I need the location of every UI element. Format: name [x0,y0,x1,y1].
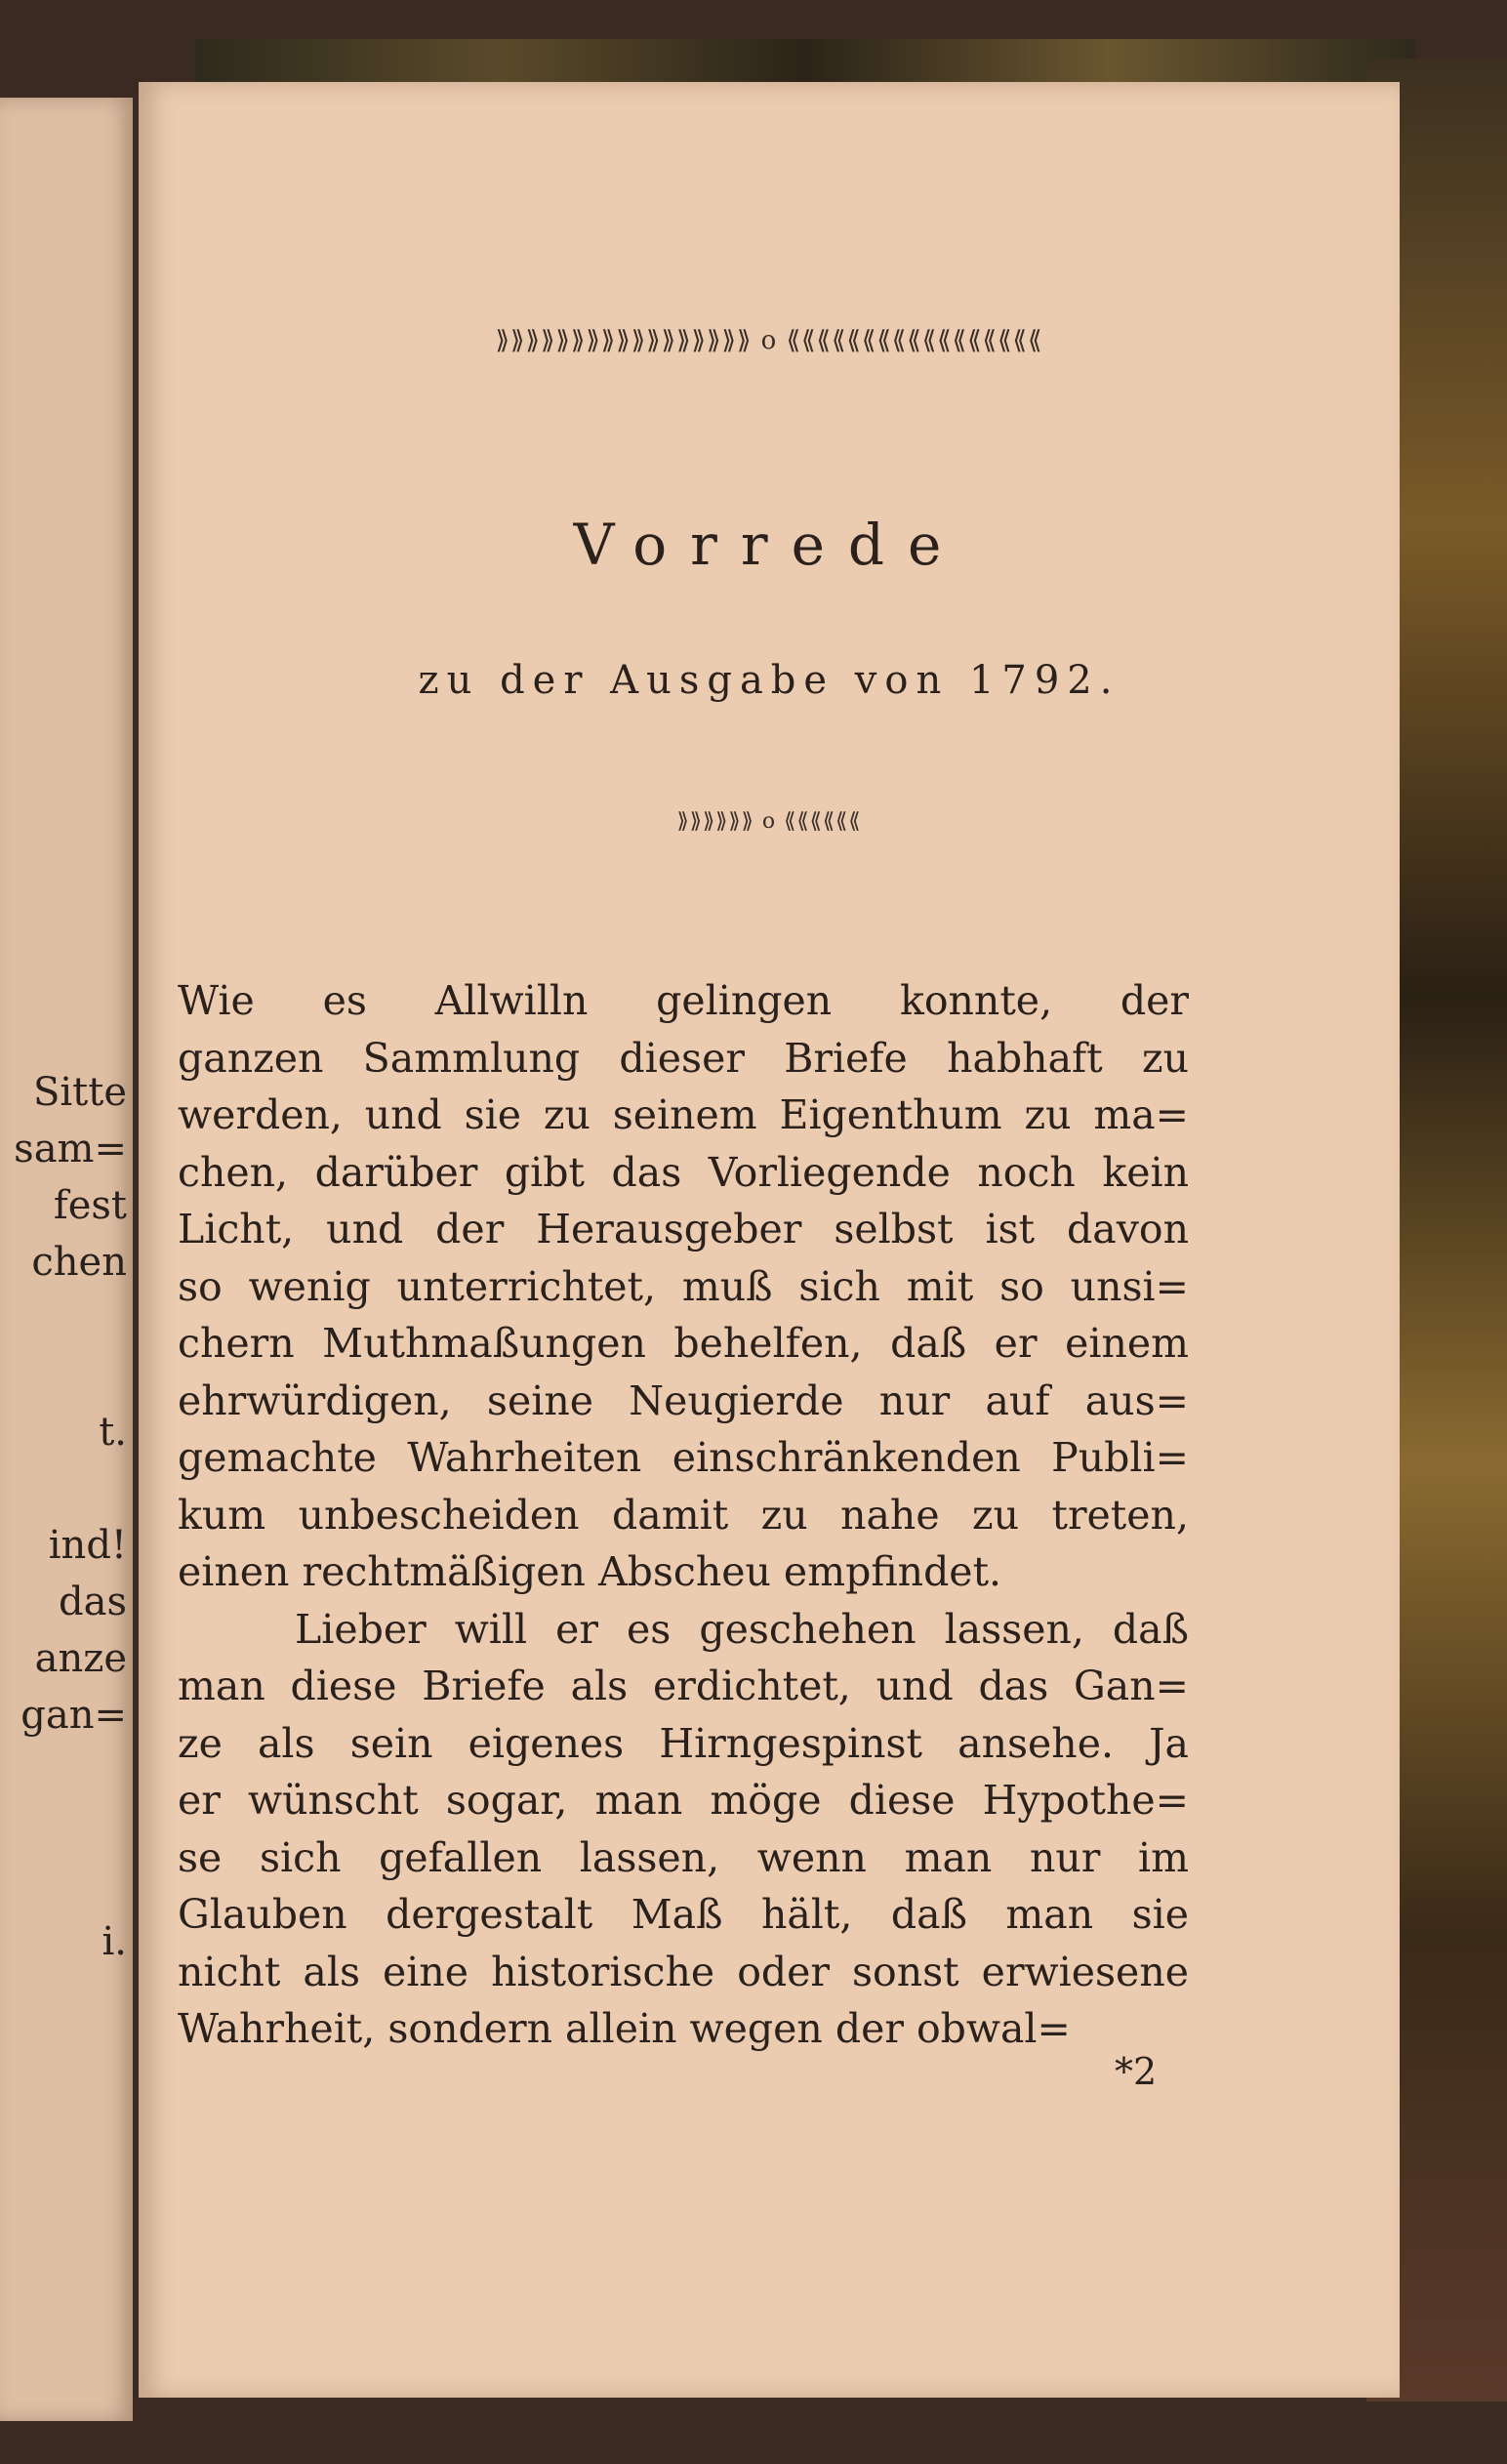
text-line: Lieber will er es geschehen lassen, daß [295,1605,1189,1653]
page-subtitle: zu der Ausgabe von 1792. [418,658,1120,703]
text-line: chern Muthmaßungen behelfen, daß er einem [178,1320,1189,1367]
left-page-fragment: fest [53,1183,127,1228]
text-line: ganzen Sammlung dieser Briefe habhaft zu [178,1034,1189,1082]
text-line: so wenig unterrichtet, muß sich mit so unsi= [178,1262,1189,1310]
page-title: Vorrede [573,512,965,578]
text-line: man diese Briefe als erdichtet, und das Gan= [178,1663,1189,1709]
top-ornament-rule: ⟫⟫⟫⟫⟫⟫⟫⟫⟫⟫⟫⟫⟫⟫⟫⟫⟫ o ⟪⟪⟪⟪⟪⟪⟪⟪⟪⟪⟪⟪⟪⟪⟪⟪⟪ [495,326,1043,355]
signature-mark: *2 [1115,2050,1158,2093]
middle-ornament-rule: ⟫⟫⟫⟫⟫⟫ o ⟪⟪⟪⟪⟪⟪ [676,809,862,834]
text-line: chen, darüber gibt das Vorliegende noch kein [178,1148,1189,1196]
left-page [0,98,133,2421]
right-page [139,82,1400,2398]
text-line: Wie es Allwilln gelingen konnte, der [178,977,1189,1024]
left-page-fragment: Sitte [32,1070,127,1115]
left-page-fragment: ind! [48,1523,127,1568]
text-line: er wünscht sogar, man möge diese Hypothe= [178,1777,1189,1824]
text-line: ehrwürdigen, seine Neugierde nur auf aus= [178,1376,1189,1424]
text-line: einen rechtmäßigen Abscheu empfindet. [178,1548,1002,1595]
text-line: se sich gefallen lassen, wenn man nur im [178,1833,1189,1881]
body-text [178,972,1189,2058]
text-line: Wahrheit, sondern allein wegen der obwal= [178,2005,1071,2052]
left-page-fragment: sam= [14,1127,127,1171]
left-page-fragment: t. [99,1410,127,1455]
text-line: Glauben dergestalt Maß hält, daß man sie [178,1891,1189,1938]
text-line: werden, und sie zu seinem Eigenthum zu ma= [178,1091,1189,1138]
text-line: nicht als eine historische oder sonst erwiesene [178,1948,1189,1995]
text-line: Licht, und der Herausgeber selbst ist davon [178,1206,1189,1253]
left-page-fragment: chen [31,1240,127,1285]
text-line: ze als sein eigenes Hirngespinst ansehe. Ja [178,1719,1189,1767]
left-page-fragment: i. [102,1919,127,1964]
left-page-fragment: gan= [20,1693,127,1738]
left-page-fragment: das [59,1580,127,1624]
text-line: gemachte Wahrheiten einschränkenden Publi= [178,1434,1189,1481]
text-line: kum unbescheiden damit zu nahe zu treten, [178,1491,1189,1539]
left-page-fragment: anze [34,1636,127,1681]
